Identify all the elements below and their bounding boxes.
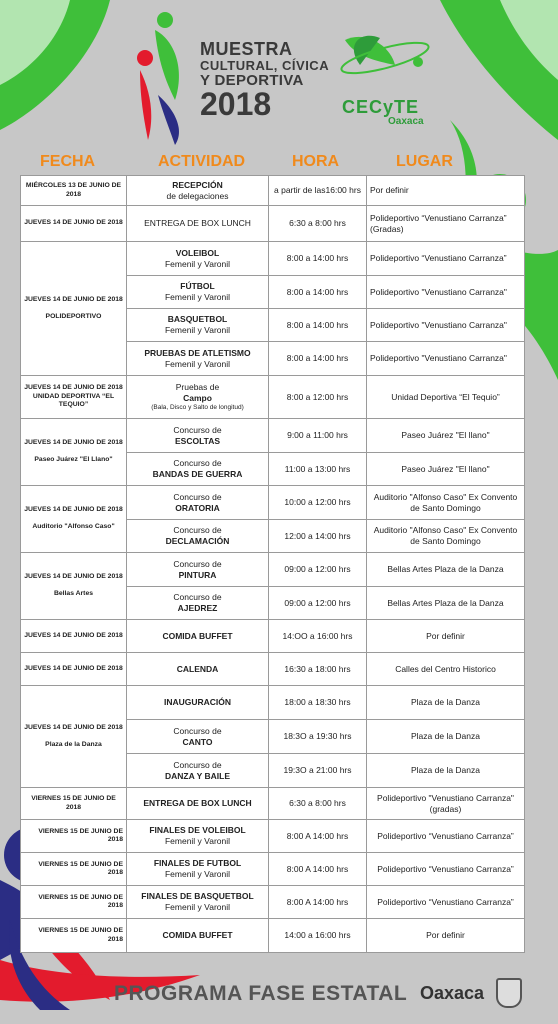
lugar-cell: Por definir: [367, 919, 525, 953]
hora-cell: 09:00 a 12:00 hrs: [269, 587, 367, 620]
activity-title: CALENDA: [176, 663, 219, 674]
table-row: [21, 686, 525, 720]
activity-sub: Femenil y Varonil: [164, 869, 231, 879]
fecha-cell: VIERNES 15 DE JUNIO DE 2018: [21, 853, 127, 886]
actividad-cell: [127, 520, 269, 553]
lugar-cell: Paseo Juárez "El llano": [367, 453, 525, 486]
column-headers: [0, 153, 558, 173]
activity-sub: Femenil y Varonil: [164, 325, 231, 335]
activity-pre: Concurso de: [173, 458, 222, 469]
fecha-venue: Paseo Juárez "El Llano": [34, 456, 113, 464]
lugar-cell: Plaza de la Danza: [367, 686, 525, 720]
activity-pre: Concurso de: [173, 725, 222, 736]
activity-title: ENTREGA DE BOX LUNCH: [143, 798, 252, 809]
table-row: [21, 886, 525, 919]
lugar-cell: Bellas Artes Plaza de la Danza: [367, 587, 525, 620]
fecha-date: JUEVES 14 DE JUNIO DE 2018: [24, 439, 123, 447]
activity-title: BANDAS DE GUERRA: [152, 469, 243, 479]
activity-pre: Concurso de: [173, 558, 222, 569]
fecha-cell: [21, 486, 127, 553]
state-name: Oaxaca: [420, 983, 485, 1003]
actividad-cell: [127, 176, 269, 206]
program-title: PROGRAMA FASE ESTATAL: [114, 982, 408, 1005]
fecha-date: JUEVES 14 DE JUNIO DE 2018: [24, 384, 123, 392]
activity-pre: Concurso de: [173, 592, 222, 603]
lugar-cell: Por definir: [367, 620, 525, 653]
title-line-2: CULTURAL, CÍVICA: [200, 58, 330, 73]
activity-title: DECLAMACIÓN: [165, 536, 230, 546]
actividad-cell: [127, 720, 269, 754]
header-actividad: ACTIVIDAD: [158, 153, 246, 170]
title-line-1: MUESTRA: [200, 39, 293, 59]
table-row: [21, 788, 525, 820]
lugar-cell: Polideportivo "Venustiano Carranza": [367, 309, 525, 342]
hora-cell: 14:OO a 16:00 hrs: [269, 620, 367, 653]
hora-cell: 8:00 A 14:00 hrs: [269, 820, 367, 853]
table-row: [21, 620, 525, 653]
fecha-venue: UNIDAD DEPORTIVA “EL TEQUIO”: [32, 392, 115, 409]
fecha-cell: VIERNES 15 DE JUNIO DE 2018: [21, 886, 127, 919]
hora-cell: 6:30 a 8:00 hrs: [269, 206, 367, 242]
hora-cell: 8:00 a 14:00 hrs: [269, 309, 367, 342]
hora-cell: 10:00 a 12:00 hrs: [269, 486, 367, 520]
title-year: 2018: [200, 86, 272, 122]
actividad-cell: [127, 788, 269, 820]
hora-cell: 8:00 a 12:00 hrs: [269, 376, 367, 419]
actividad-cell: [127, 653, 269, 686]
actividad-cell: [127, 919, 269, 953]
hora-cell: a partir de las16:00 hrs: [269, 176, 367, 206]
activity-pre: Concurso de: [173, 491, 222, 502]
hora-cell: 8:00 A 14:00 hrs: [269, 886, 367, 919]
actividad-cell: [127, 754, 269, 788]
org-name: CECyTE: [342, 97, 420, 117]
activity-pre: Concurso de: [173, 759, 222, 770]
fecha-cell: JUEVES 14 DE JUNIO DE 2018: [21, 653, 127, 686]
activity-title: Campo: [183, 392, 212, 403]
activity-sub: Femenil y Varonil: [164, 358, 231, 369]
activity-title: AJEDREZ: [177, 603, 218, 613]
actividad-cell: [127, 853, 269, 886]
fecha-cell: [21, 419, 127, 486]
hora-cell: 9:00 a 11:00 hrs: [269, 419, 367, 453]
lugar-cell: Por definir: [367, 176, 525, 206]
hora-cell: 14:00 a 16:00 hrs: [269, 919, 367, 953]
actividad-cell: [127, 276, 269, 309]
activity-title: COMIDA BUFFET: [162, 930, 233, 941]
fecha-venue: Bellas Artes: [53, 590, 94, 598]
table-row: [21, 376, 525, 419]
activity-pre: Concurso de: [173, 424, 222, 435]
state-shield-icon: [496, 978, 522, 1008]
org-sub: Oaxaca: [388, 116, 424, 127]
activity-pre: Concurso de: [173, 525, 222, 536]
fecha-cell: MIÉRCOLES 13 DE JUNIO DE 2018: [21, 176, 127, 206]
activity-title: ORATORIA: [175, 502, 220, 513]
activity-pre: Pruebas de: [175, 382, 220, 393]
actividad-cell: [127, 242, 269, 276]
actividad-cell: [127, 486, 269, 520]
actividad-cell: [127, 453, 269, 486]
lugar-cell: Auditorio "Alfonso Caso" Ex Convento de Santo Domingo: [367, 520, 525, 553]
hora-cell: 6:30 a 8:00 hrs: [269, 788, 367, 820]
fecha-date: JUEVES 14 DE JUNIO DE 2018: [24, 506, 123, 514]
activity-title: RECEPCIÓN: [172, 179, 223, 190]
fecha-cell: VIERNES 15 DE JUNIO DE 2018: [21, 919, 127, 953]
header-hora: HORA: [292, 153, 340, 170]
lugar-cell: Plaza de la Danza: [367, 754, 525, 788]
fecha-venue: POLIDEPORTIVO: [45, 312, 102, 320]
activity-title: INAUGURACIÓN: [163, 697, 232, 708]
activity-title: PINTURA: [178, 569, 217, 580]
event-title: [200, 40, 329, 120]
actividad-cell: [127, 419, 269, 453]
fecha-date: JUEVES 14 DE JUNIO DE 2018: [24, 573, 123, 581]
activity-title: FINALES DE BASQUETBOL: [141, 891, 254, 902]
actividad-cell: [127, 686, 269, 720]
fecha-date: JUEVES 14 DE JUNIO DE 2018: [24, 295, 123, 303]
schedule-table: [20, 175, 525, 953]
activity-sub: Femenil y Varonil: [164, 258, 231, 269]
actividad-cell: [127, 342, 269, 376]
table-row: [21, 553, 525, 587]
fecha-cell: JUEVES 14 DE JUNIO DE 2018: [21, 620, 127, 653]
activity-title: FINALES DE FUTBOL: [153, 858, 242, 869]
fecha-cell: JUEVES 14 DE JUNIO DE 2018: [21, 206, 127, 242]
actividad-cell: [127, 376, 269, 419]
actividad-cell: [127, 886, 269, 919]
lugar-cell: Polideportivo “Venustiano Carranza”: [367, 242, 525, 276]
lugar-cell: Polideportivo "Venustiano Carranza": [367, 342, 525, 376]
hora-cell: 8:00 a 14:00 hrs: [269, 342, 367, 376]
lugar-cell: Paseo Juárez "El llano": [367, 419, 525, 453]
hora-cell: 11:00 a 13:00 hrs: [269, 453, 367, 486]
lugar-cell: Auditorio "Alfonso Caso" Ex Convento de Santo Domingo: [367, 486, 525, 520]
table-row: [21, 653, 525, 686]
activity-sub: Femenil y Varonil: [164, 836, 231, 846]
lugar-cell: Plaza de la Danza: [367, 720, 525, 754]
table-row: [21, 486, 525, 520]
activity-title: PRUEBAS DE ATLETISMO: [144, 347, 251, 358]
lugar-cell: Polideportivo “Venustiano Carranza” (Gradas): [367, 206, 525, 242]
activity-title: CANTO: [182, 736, 213, 747]
actividad-cell: [127, 820, 269, 853]
fecha-cell: [21, 553, 127, 620]
activity-sub: de delegaciones: [166, 190, 229, 201]
fecha-cell: [21, 376, 127, 419]
hora-cell: 18:00 a 18:30 hrs: [269, 686, 367, 720]
fecha-cell: VIERNES 15 DE JUNIO DE 2018: [21, 820, 127, 853]
hora-cell: 09:00 a 12:00 hrs: [269, 553, 367, 587]
table-row: [21, 242, 525, 276]
fecha-venue: Auditorio "Alfonso Caso": [32, 523, 115, 531]
fecha-cell: [21, 242, 127, 376]
activity-title: DANZA Y BAILE: [164, 770, 231, 781]
table-row: [21, 419, 525, 453]
actividad-cell: [127, 309, 269, 342]
title-line-3: Y DEPORTIVA: [200, 72, 304, 89]
fecha-cell: [21, 686, 127, 788]
activity-title: COMIDA BUFFET: [162, 630, 233, 641]
hora-cell: 8:00 a 14:00 hrs: [269, 276, 367, 309]
activity-title: VOLEIBOL: [175, 247, 220, 258]
lugar-cell: Unidad Deportiva “El Tequio”: [367, 376, 525, 419]
hora-cell: 12:00 a 14:00 hrs: [269, 520, 367, 553]
activity-title: FINALES DE VOLEIBOL: [149, 825, 246, 836]
actividad-cell: [127, 553, 269, 587]
activity-title: ESCOLTAS: [174, 435, 221, 446]
hora-cell: 19:3O a 21:00 hrs: [269, 754, 367, 788]
fecha-cell: VIERNES 15 DE JUNIO DE 2018: [21, 788, 127, 820]
lugar-cell: Polideportivo "Venustiano Carranza": [367, 276, 525, 309]
table-row: [21, 820, 525, 853]
header-fecha: FECHA: [40, 153, 96, 170]
fecha-venue: Plaza de la Danza: [45, 740, 102, 748]
table-row: [21, 176, 525, 206]
actividad-cell: [127, 206, 269, 242]
table-row: [21, 853, 525, 886]
fecha-date: JUEVES 14 DE JUNIO DE 2018: [24, 723, 123, 731]
activity-title: ENTREGA DE BOX LUNCH: [144, 218, 251, 229]
actividad-cell: [127, 587, 269, 620]
lugar-cell: Polideportivo "Venustiano Carranza" (gradas): [367, 788, 525, 820]
hora-cell: 8:00 a 14:00 hrs: [269, 242, 367, 276]
activity-title: FÚTBOL: [180, 281, 215, 292]
activity-title: BASQUETBOL: [167, 314, 228, 325]
lugar-cell: Polideportivo “Venustiano Carranza”: [367, 886, 525, 919]
table-row: [21, 919, 525, 953]
lugar-cell: Bellas Artes Plaza de la Danza: [367, 553, 525, 587]
lugar-cell: Calles del Centro Historico: [367, 653, 525, 686]
hora-cell: 16:30 a 18:00 hrs: [269, 653, 367, 686]
lugar-cell: Polideportivo “Venustiano Carranza”: [367, 853, 525, 886]
activity-note: (Bala, Disco y Salto de longitud): [151, 403, 244, 411]
lugar-cell: Polideportivo “Venustiano Carranza”: [367, 820, 525, 853]
hora-cell: 18:3O a 19:30 hrs: [269, 720, 367, 754]
actividad-cell: [127, 620, 269, 653]
activity-sub: Femenil y Varonil: [164, 902, 231, 912]
table-row: [21, 206, 525, 242]
header-lugar: LUGAR: [396, 153, 453, 170]
activity-sub: Femenil y Varonil: [164, 292, 231, 302]
hora-cell: 8:00 A 14:00 hrs: [269, 853, 367, 886]
